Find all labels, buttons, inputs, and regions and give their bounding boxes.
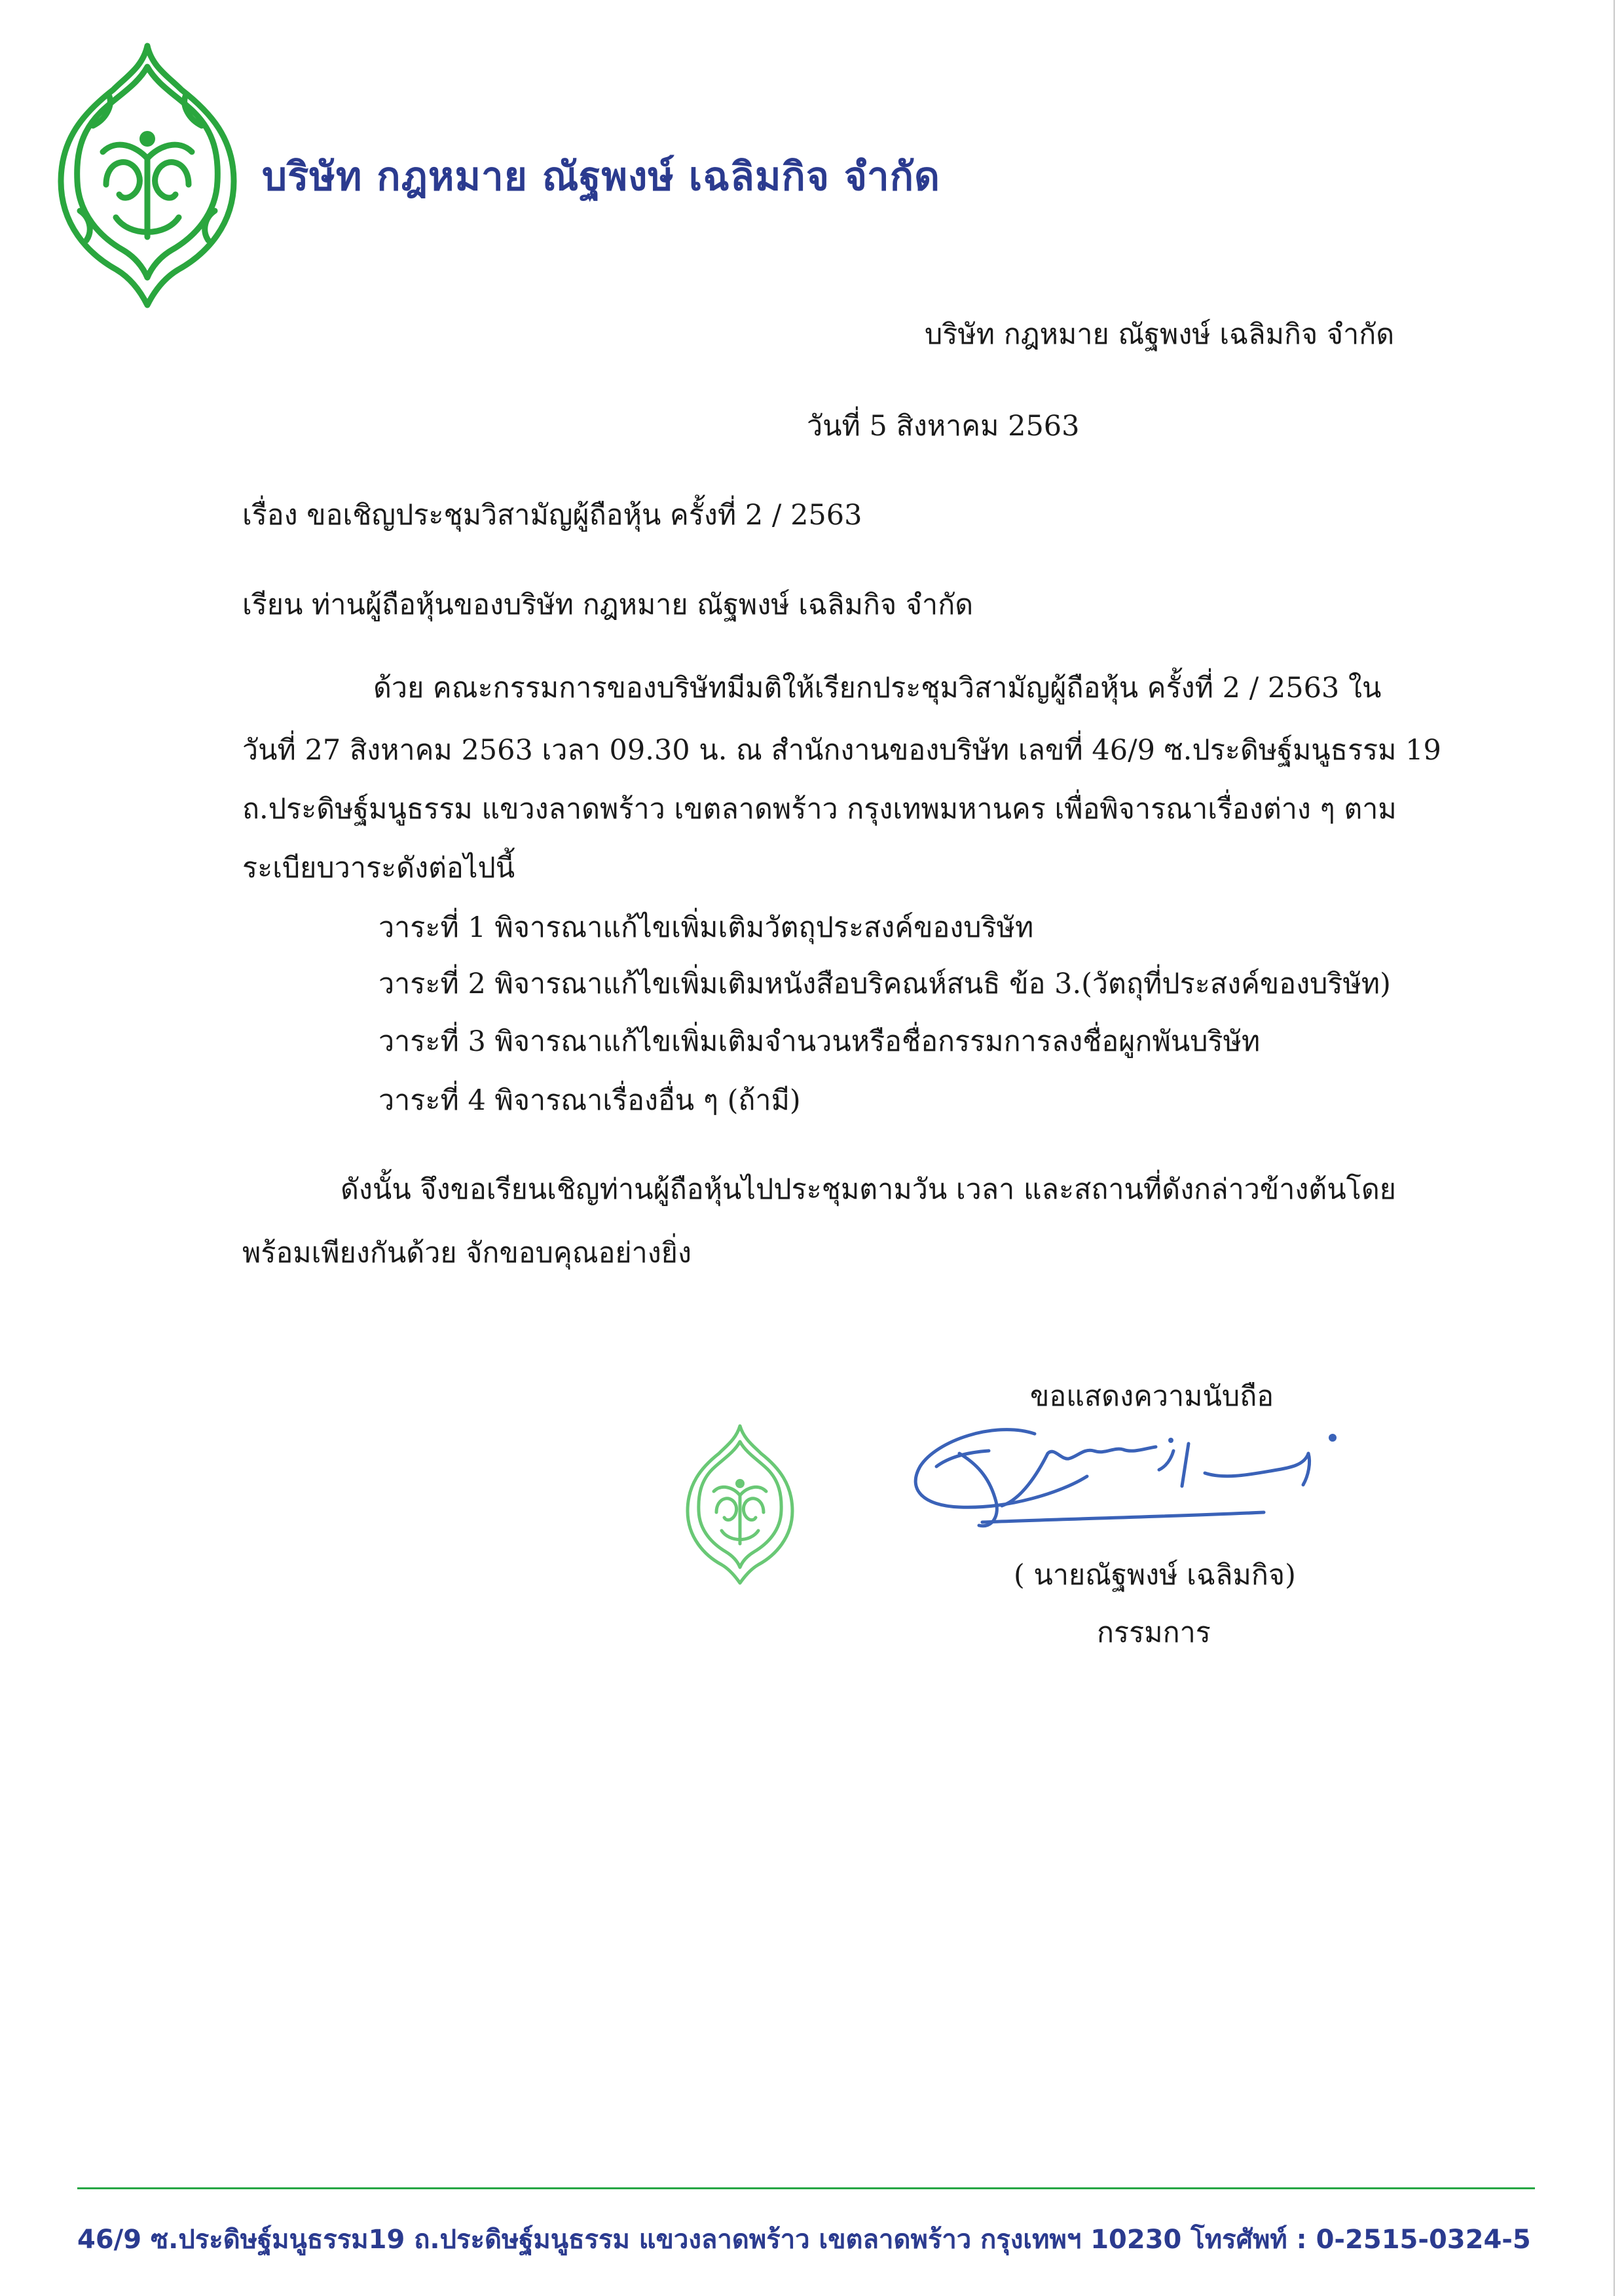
- agenda-item: วาระที่ 4 พิจารณาเรื่องอื่น ๆ (ถ้ามี): [378, 1084, 801, 1117]
- closing-line: พร้อมเพียงกันด้วย จักขอบคุณอย่างยิ่ง: [242, 1237, 692, 1269]
- handwritten-signature: [897, 1408, 1395, 1545]
- letter-subject: เรื่อง ขอเชิญประชุมวิสามัญผู้ถือหุ้น ครั้งที่ 2 / 2563: [242, 499, 862, 532]
- company-logo: [54, 41, 241, 310]
- closing-line: ดังนั้น จึงขอเรียนเชิญท่านผู้ถือหุ้นไปประชุมตามวัน เวลา และสถานที่ดังกล่าวข้างต้นโดย: [341, 1173, 1396, 1206]
- letter-date: วันที่ 5 สิงหาคม 2563: [807, 410, 1080, 443]
- body-line: วันที่ 27 สิงหาคม 2563 เวลา 09.30 น. ณ สำนักงานของบริษัท เลขที่ 46/9 ซ.ประดิษฐ์มนูธรรม 19: [242, 734, 1441, 767]
- signer-title: กรรมการ: [1097, 1616, 1211, 1649]
- agenda-item: วาระที่ 3 พิจารณาแก้ไขเพิ่มเติมจำนวนหรือชื่อกรรมการลงชื่อผูกพันบริษัท: [378, 1025, 1261, 1058]
- signer-name: ( นายณัฐพงษ์ เฉลิมกิจ): [1014, 1559, 1296, 1592]
- footer-divider: [77, 2187, 1535, 2189]
- body-line: ถ.ประดิษฐ์มนูธรรม แขวงลาดพร้าว เขตลาดพร้าว กรุงเทพมหานคร เพื่อพิจารณาเรื่องต่าง ๆ ตาม: [242, 793, 1397, 826]
- page-edge-shadow: [1614, 0, 1615, 2296]
- footer-address: 46/9 ซ.ประดิษฐ์มนูธรรม19 ถ.ประดิษฐ์มนูธรรม แขวงลาดพร้าว เขตลาดพร้าว กรุงเทพฯ 10230 โทรศัพท์ : 0-2515-0324-5: [77, 2225, 1531, 2255]
- agenda-item: วาระที่ 1 พิจารณาแก้ไขเพิ่มเติมวัตถุประสงค์ของบริษัท: [378, 911, 1034, 944]
- agenda-item: วาระที่ 2 พิจารณาแก้ไขเพิ่มเติมหนังสือบริคณห์สนธิ ข้อ 3.(วัตถุที่ประสงค์ของบริษัท): [378, 968, 1391, 1000]
- valediction: ขอแสดงความนับถือ: [1030, 1380, 1274, 1413]
- letterhead-company-name: บริษัท กฎหมาย ณัฐพงษ์ เฉลิมกิจ จำกัด: [262, 154, 941, 200]
- body-line: ระเบียบวาระดังต่อไปนี้: [242, 852, 515, 884]
- body-line: ด้วย คณะกรรมการของบริษัทมีมติให้เรียกประชุมวิสามัญผู้ถือหุ้น ครั้งที่ 2 / 2563 ใน: [373, 672, 1382, 704]
- company-seal-stamp: [684, 1422, 796, 1586]
- letter-salutation: เรียน ท่านผู้ถือหุ้นของบริษัท กฎหมาย ณัฐพงษ์ เฉลิมกิจ จำกัด: [242, 589, 974, 621]
- sender-company-name: บริษัท กฎหมาย ณัฐพงษ์ เฉลิมกิจ จำกัด: [925, 318, 1395, 351]
